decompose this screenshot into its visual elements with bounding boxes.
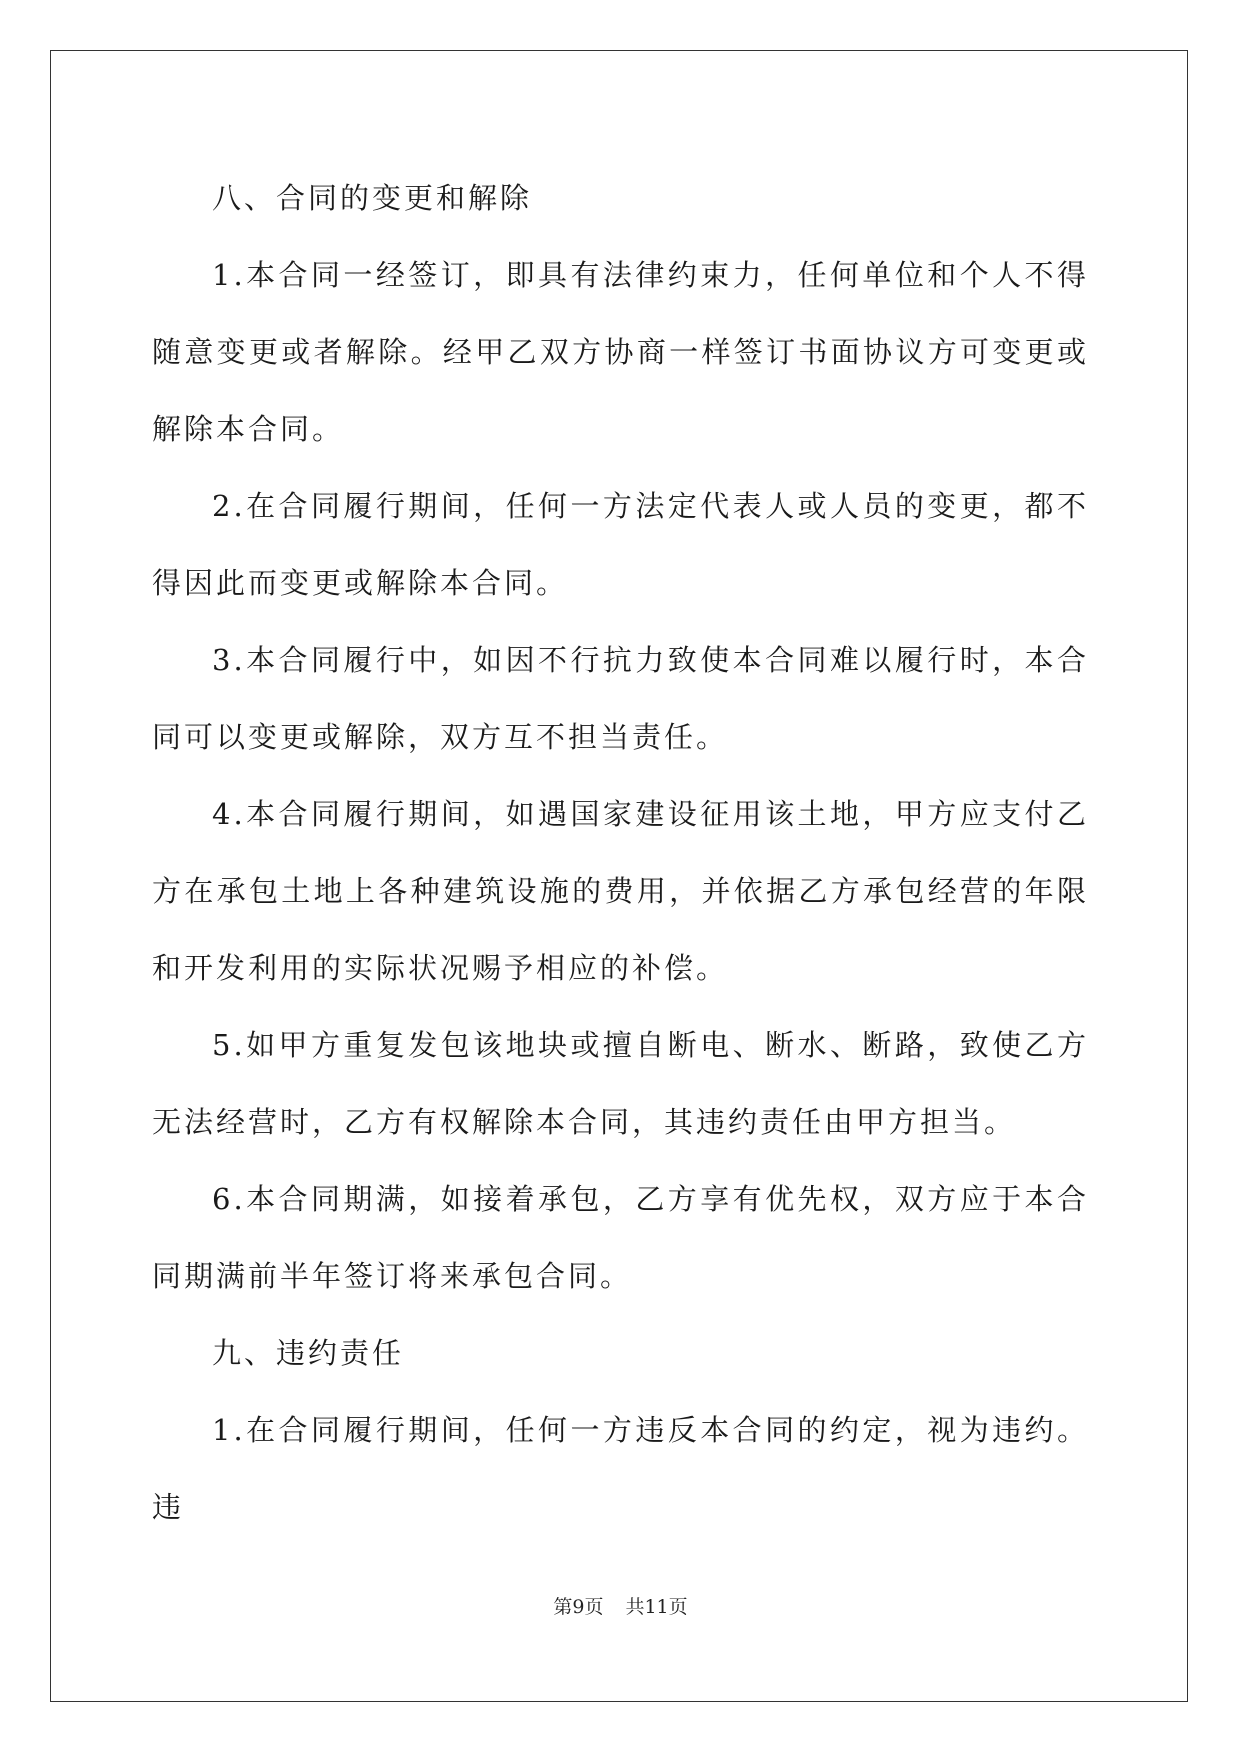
paragraph-8-6: 6.本合同期满，如接着承包，乙方享有优先权，双方应于本合同期满前半年签订将来承包合同。 xyxy=(152,1182,1089,1293)
page-footer xyxy=(0,1592,1241,1619)
document-body xyxy=(152,160,1089,1546)
page-number: 第9页 xyxy=(553,1596,604,1618)
paragraph-8-4: 4.本合同履行期间，如遇国家建设征用该土地，甲方应支付乙方在承包土地上各种建筑设施的费用，并依据乙方承包经营的年限和开发利用的实际状况赐予相应的补偿。 xyxy=(152,797,1089,985)
paragraph-9-1: 1.在合同履行期间，任何一方违反本合同的约定，视为违约。违 xyxy=(152,1413,1089,1524)
page-total: 共11页 xyxy=(625,1596,688,1618)
section-heading-8: 八、合同的变更和解除 xyxy=(212,181,533,215)
section-heading-9: 九、违约责任 xyxy=(212,1336,405,1370)
paragraph-8-2: 2.在合同履行期间，任何一方法定代表人或人员的变更，都不得因此而变更或解除本合同。 xyxy=(152,489,1089,600)
paragraph-8-5: 5.如甲方重复发包该地块或擅自断电、断水、断路，致使乙方无法经营时，乙方有权解除本合同，其违约责任由甲方担当。 xyxy=(152,1028,1089,1139)
paragraph-8-1: 1.本合同一经签订，即具有法律约束力，任何单位和个人不得随意变更或者解除。经甲乙双方协商一样签订书面协议方可变更或解除本合同。 xyxy=(152,258,1089,446)
paragraph-8-3: 3.本合同履行中，如因不行抗力致使本合同难以履行时，本合同可以变更或解除，双方互不担当责任。 xyxy=(152,643,1089,754)
